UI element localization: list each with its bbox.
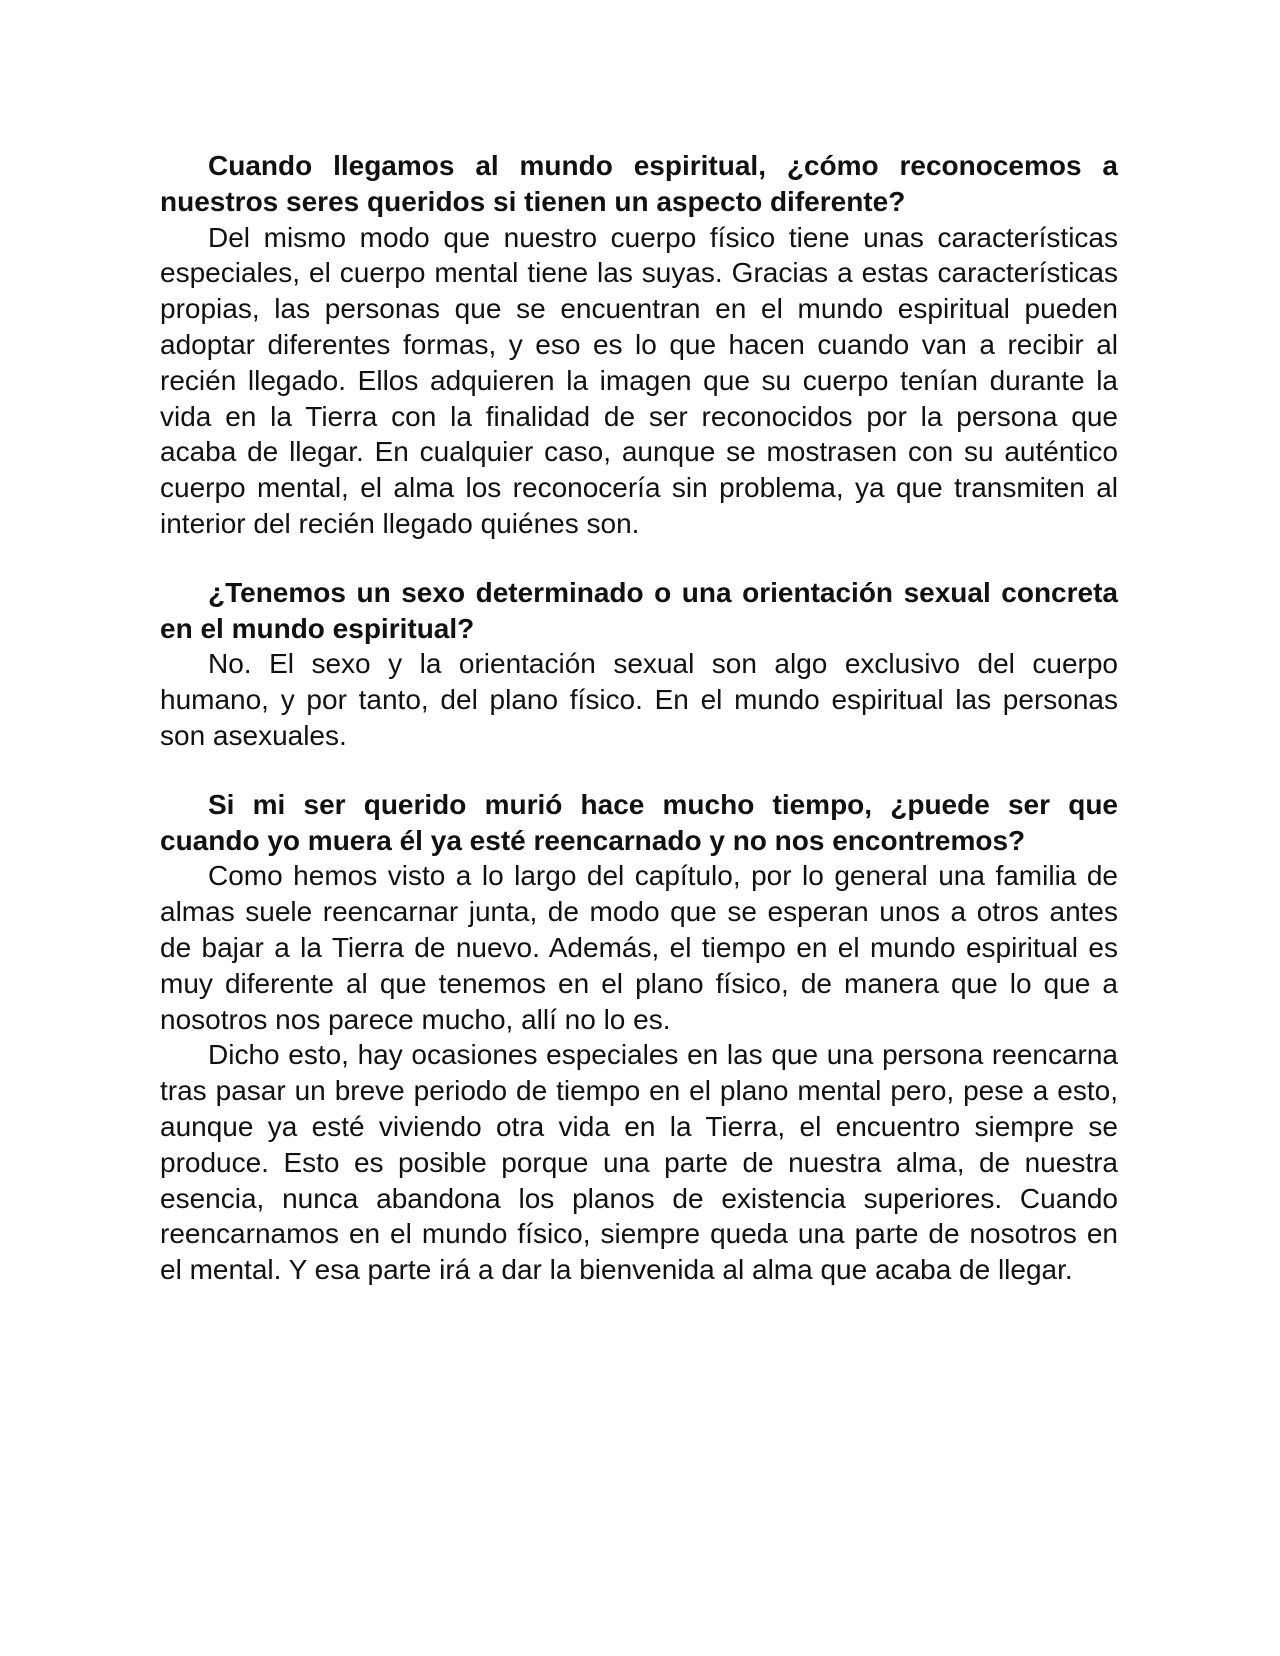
answer-paragraph: No. El sexo y la orientación sexual son algo exclusivo del cuerpo humano, y por tanto, del plano físico. En el mundo espiritual las personas son asexuales. xyxy=(160,648,1118,751)
question-heading: ¿Tenemos un sexo determinado o una orientación sexual concreta en el mundo espiritual? xyxy=(160,576,1118,644)
answer-paragraph: Dicho esto, hay ocasiones especiales en las que una persona reencarna tras pasar un breve periodo de tiempo en el plano mental pero, pese a esto, aunque ya esté viviendo otra vida en la Tierra, el encuentro siempre se produce. Esto es posible porque una parte de nuestra alma, de nuestra esencia, nunca abandona los planos de existencia superiores. Cuando reencarnamos en el mundo físico, siempre queda una parte de nosotros en el mental. Y esa parte irá a dar la bienvenida al alma que acaba de llegar. xyxy=(160,1039,1118,1286)
question-heading: Si mi ser querido murió hace mucho tiempo, ¿puede ser que cuando yo muera él ya esté reencarnado y no nos encontremos? xyxy=(160,788,1118,856)
qa-section-2 xyxy=(160,575,1118,754)
document-page xyxy=(160,148,1118,1321)
answer-paragraph: Del mismo modo que nuestro cuerpo físico tiene unas características especiales, el cuerpo mental tiene las suyas. Gracias a estas características propias, las personas que se encuentran en el mundo espiritual pueden adoptar diferentes formas, y eso es lo que hacen cuando van a recibir al recién llegado. Ellos adquieren la imagen que su cuerpo tenían durante la vida en la Tierra con la finalidad de ser reconocidos por la persona que acaba de llegar. En cualquier caso, aunque se mostrasen con su auténtico cuerpo mental, el alma los reconocería sin problema, ya que transmiten al interior del recién llegado quiénes son. xyxy=(160,221,1118,539)
qa-section-3 xyxy=(160,787,1118,1288)
question-heading: Cuando llegamos al mundo espiritual, ¿cómo reconocemos a nuestros seres queridos si tienen un aspecto diferente? xyxy=(160,150,1118,217)
qa-section-1 xyxy=(160,148,1118,542)
answer-paragraph: Como hemos visto a lo largo del capítulo, por lo general una familia de almas suele reencarnar junta, de modo que se esperan unos a otros antes de bajar a la Tierra de nuevo. Además, el tiempo en el mundo espiritual es muy diferente al que tenemos en el plano físico, de manera que lo que a nosotros nos parece mucho, allí no lo es. xyxy=(160,860,1118,1035)
